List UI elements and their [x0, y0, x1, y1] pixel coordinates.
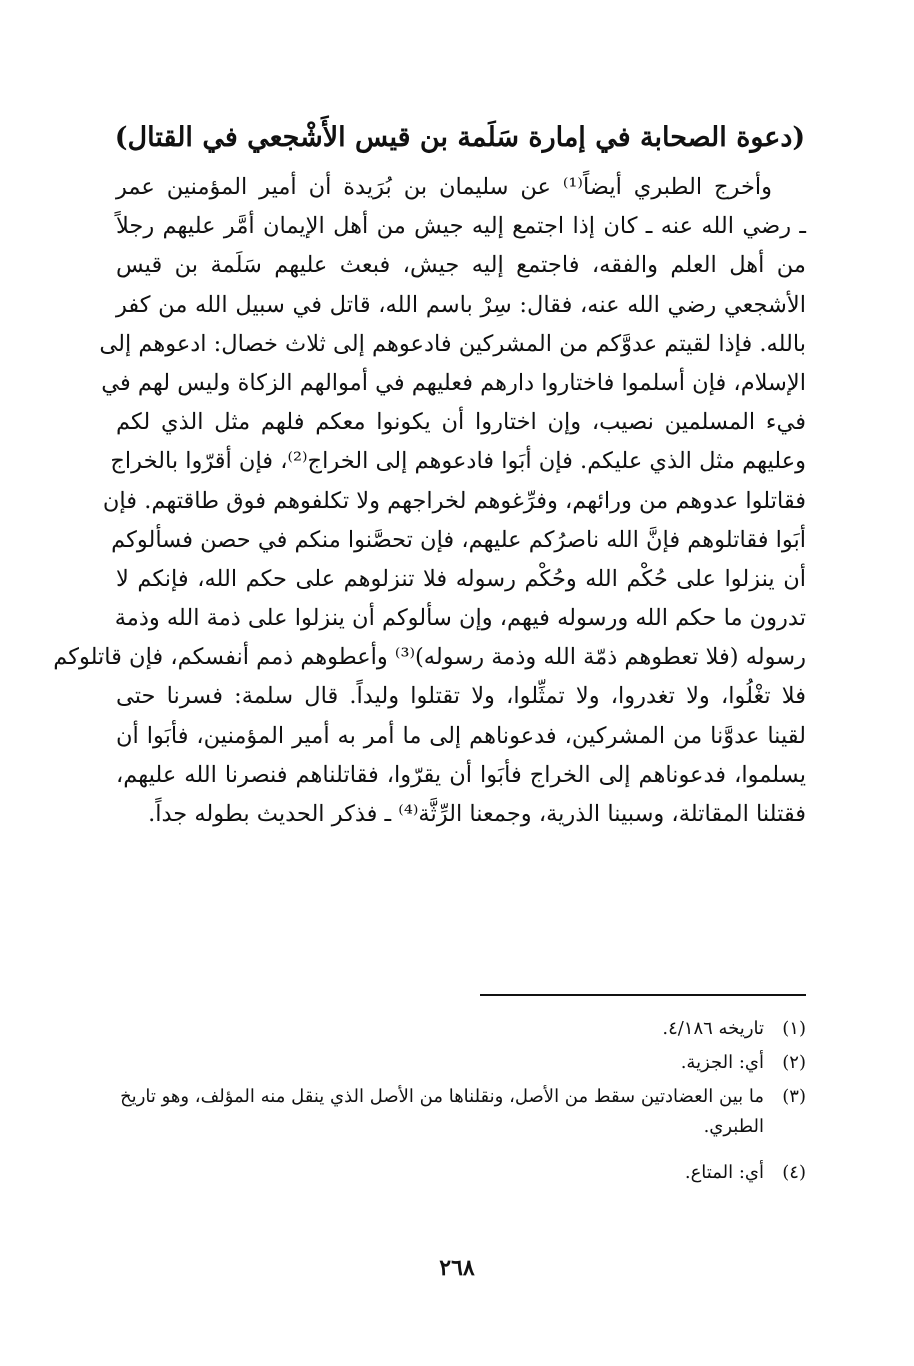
body-line: ـ رضي الله عنه ـ كان إذا اجتمع إليه جيش من أهل الإيمان أمَّر عليهم رجلاً [116, 213, 806, 240]
footnote-number: (١) [782, 1018, 806, 1039]
body-line: رسوله (فلا تعطوهم ذمّة الله وذمة رسوله)⁽³⁾ وأعطوهم ذمم أنفسكم، فإن قاتلوكم [53, 644, 806, 671]
footnote-text: أي: المتاع. [684, 1162, 764, 1183]
body-line: أن ينزلوا على حُكْم الله وحُكْم رسوله فلا تنزلوهم على حكم الله، فإنكم لا [116, 565, 806, 592]
footnote-text: تاريخه ٤/١٨٦. [662, 1018, 764, 1039]
body-line: فقاتلوا عدوهم من ورائهم، وفرِّغوهم لخراجهم ولا تكلفوهم فوق طاقتهم. فإن [102, 487, 806, 514]
body-line: من أهل العلم والفقه، فاجتمع إليه جيش، فبعث عليهم سَلَمة بن قيس [116, 252, 806, 279]
body-line: الإسلام، فإن أسلموا فاختاروا دارهم فعليهم في أموالهم الزكاة وليس لهم في [101, 369, 806, 396]
body-line: أبَوا فقاتلوهم فإنَّ الله ناصرُكم عليهم، فإن تحصَّنوا منكم في حصن فسألوكم [111, 526, 806, 553]
footnote [106, 1082, 806, 1142]
page-number: ٢٦٨ [439, 1255, 475, 1281]
body-line: فقتلنا المقاتلة، وسبينا الذرية، وجمعنا الرِّثَّة⁽⁴⁾ ـ فذكر الحديث بطوله جداً. [148, 801, 806, 827]
body-line: يسلموا، فدعوناهم إلى الخراج فأبَوا أن يقرّوا، فقاتلناهم فنصرنا الله عليهم، [116, 761, 806, 788]
footnote-number: (٣) [782, 1086, 806, 1107]
footnotes [106, 1014, 806, 1192]
body-line: الأشجعي رضي الله عنه، فقال: سِرْ باسم الله، قاتل في سبيل الله من كفر [116, 291, 806, 318]
body-line: فلا تغْلُوا، ولا تغدروا، ولا تمثِّلوا، ولا تقتلوا وليداً. قال سلمة: فسرنا حتى [116, 683, 806, 710]
footnote-divider [480, 994, 806, 996]
body-line: وأخرج الطبري أيضاً⁽¹⁾ عن سليمان بن بُرَيدة أن أمير المؤمنين عمر [116, 174, 772, 200]
body-line: وعليهم مثل الذي عليكم. فإن أبَوا فادعوهم إلى الخراج⁽²⁾، فإن أقرّوا بالخراج [110, 448, 806, 475]
footnote-text: ما بين العضادتين سقط من الأصل، ونقلناها من الأصل الذي ينقل منه المؤلف، وهو تاريخ الطبري. [120, 1086, 764, 1137]
body-line: لقينا عدوَّنا من المشركين، فدعوناهم إلى ما أمر به أمير المؤمنين، فأبَوا أن [116, 722, 806, 749]
footnote-text: أي: الجزية. [680, 1052, 764, 1073]
footnote [106, 1048, 806, 1078]
section-heading: (دعوة الصحابة في إمارة سَلَمة بن قيس الأَشْجعي في القتال) [114, 122, 806, 153]
body-line: فيء المسلمين نصيب، وإن اختاروا أن يكونوا معكم فلهم مثل الذي لكم [116, 409, 806, 436]
body-text [53, 168, 806, 834]
footnote-number: (٤) [782, 1162, 806, 1183]
footnote [106, 1158, 806, 1188]
footnote [106, 1014, 806, 1044]
body-line: بالله. فإذا لقيتم عدوَّكم من المشركين فادعوهم إلى ثلاث خصال: ادعوهم إلى [99, 330, 806, 357]
footnote-number: (٢) [782, 1052, 806, 1073]
body-line: تدرون ما حكم الله ورسوله فيهم، وإن سألوكم أن ينزلوا على ذمة الله وذمة [114, 605, 806, 632]
